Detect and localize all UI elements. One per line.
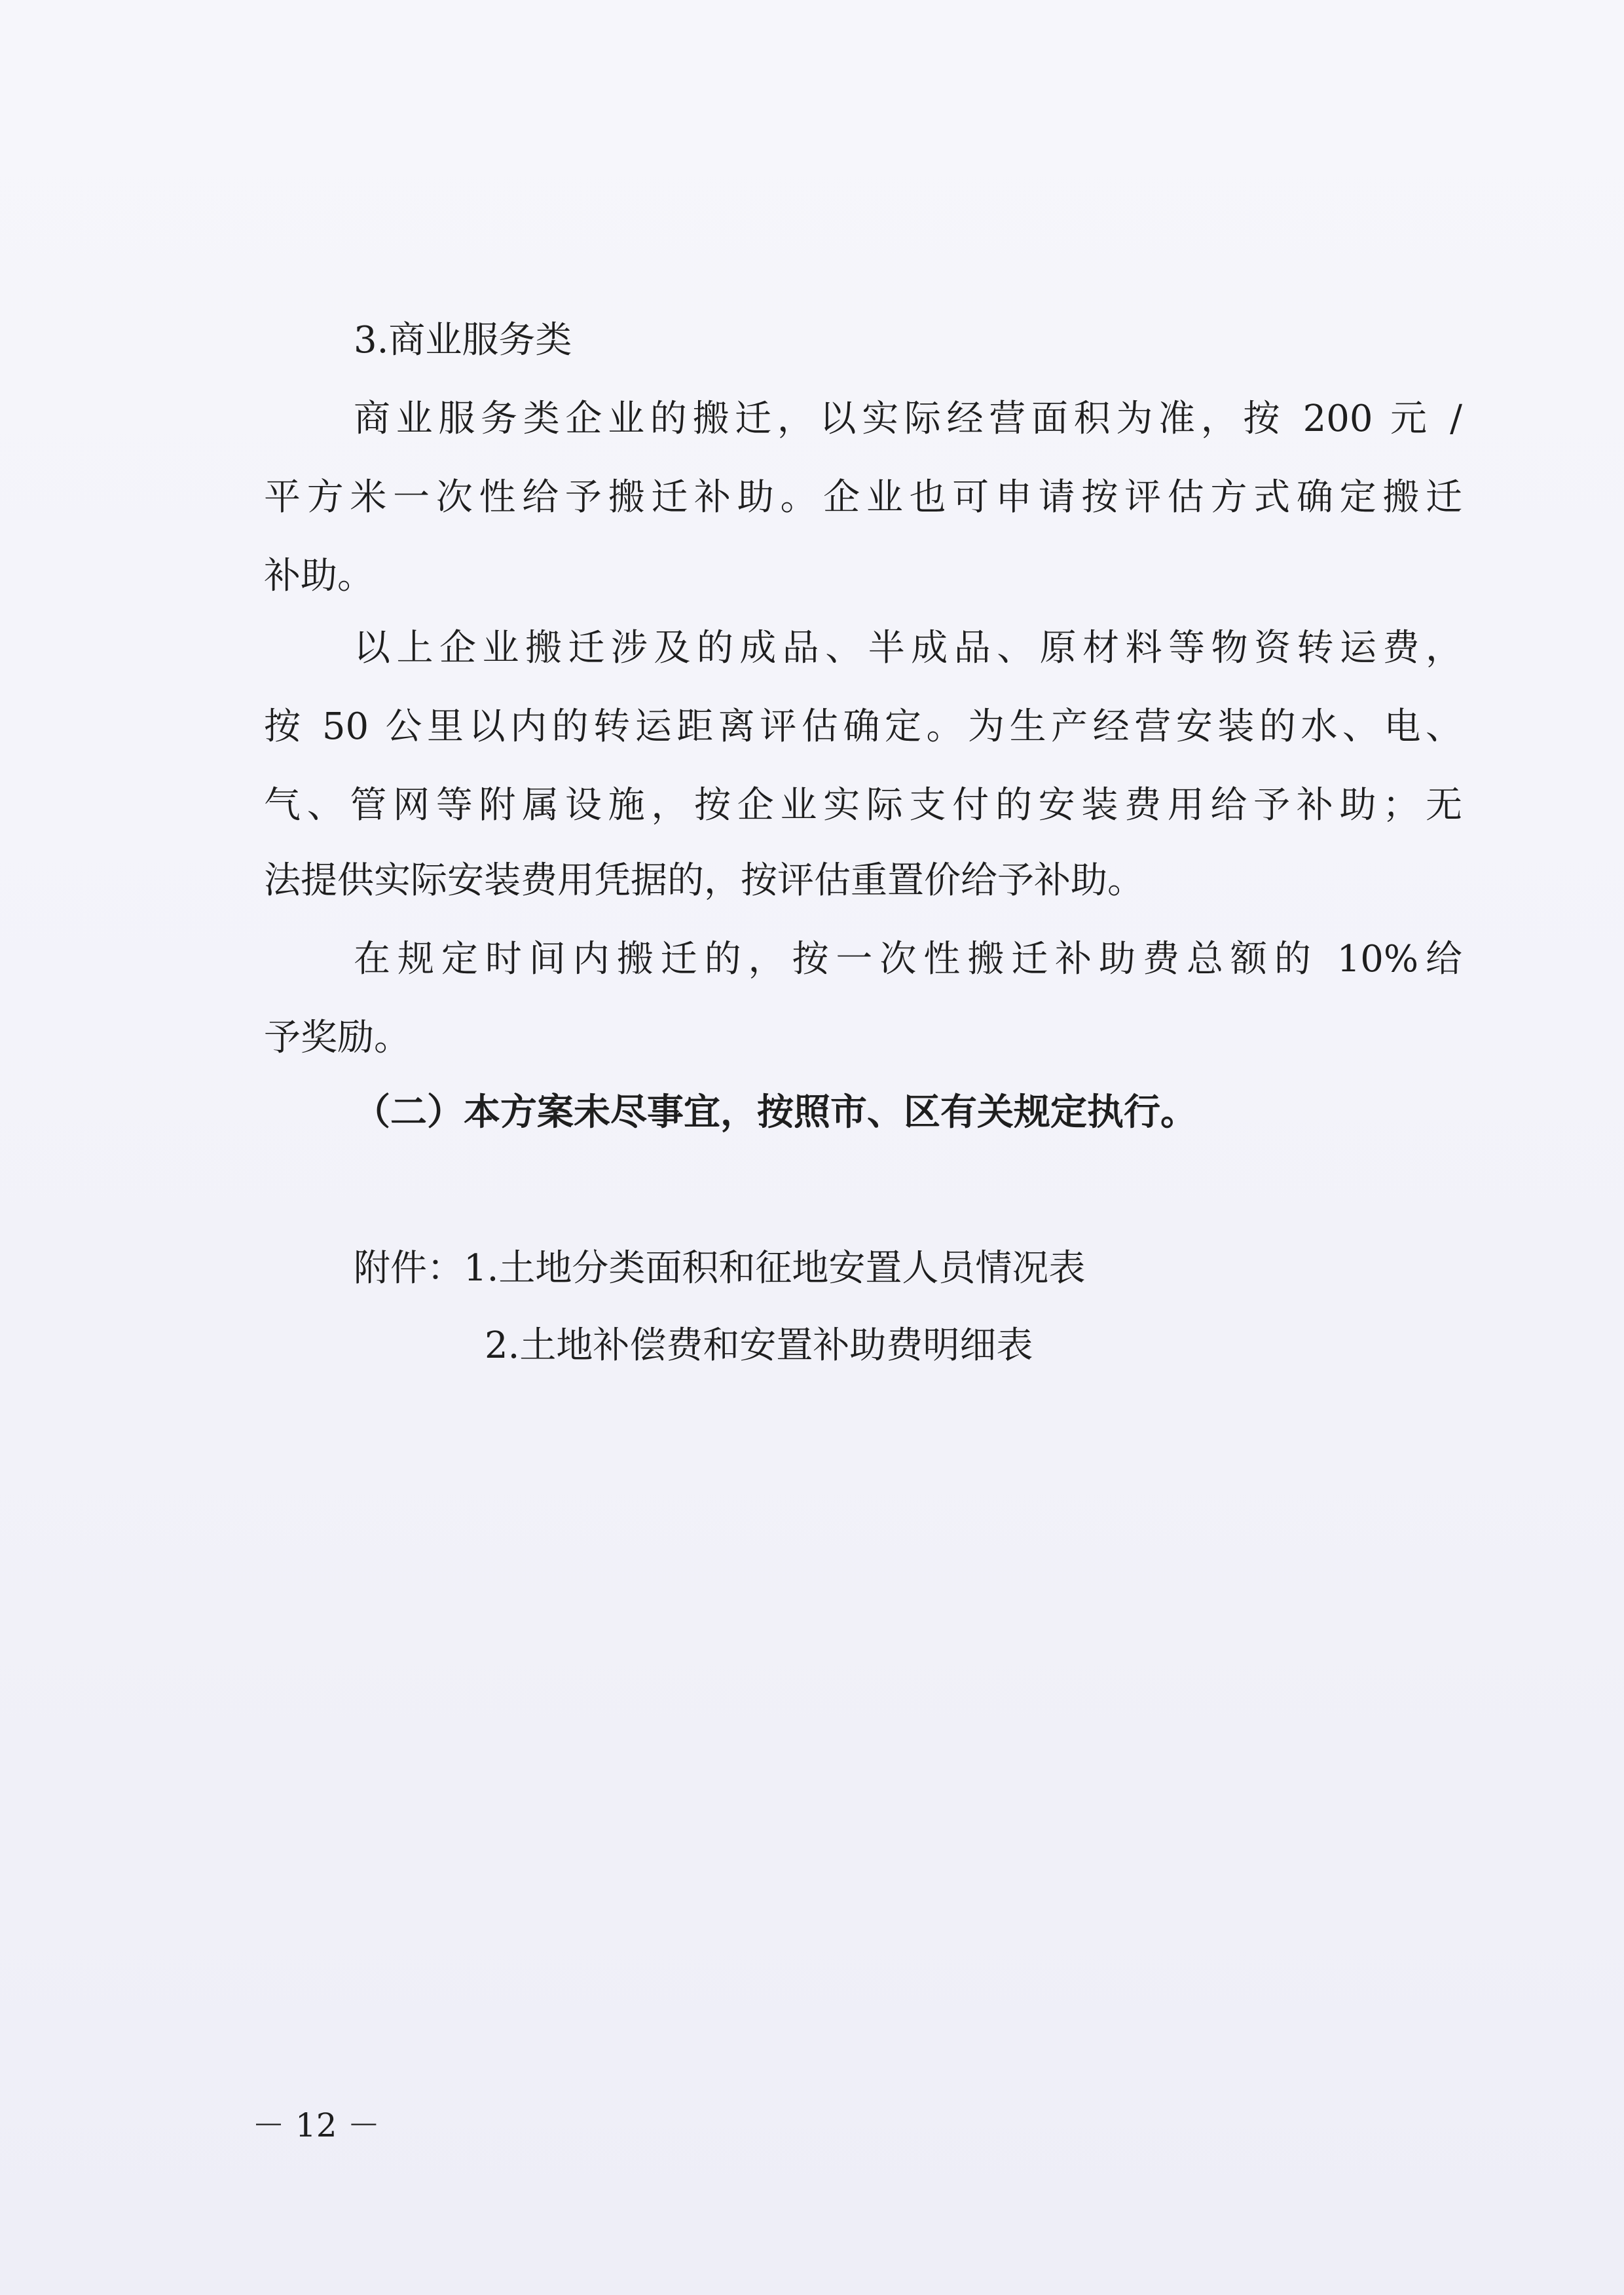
paragraph-3-line-2: 予奖励。 [264, 1017, 411, 1059]
paragraph-2-line-2: 按 50 公里以内的转运距离评估确定。为生产经营安装的水、电、 [264, 705, 1462, 748]
paragraph-2-line-1: 以上企业搬迁涉及的成品、半成品、原材料等物资转运费， [354, 627, 1462, 669]
heading-section-2: （二）本方案未尽事宜，按照市、区有关规定执行。 [354, 1091, 1197, 1134]
attachment-item-1: 1.土地分类面积和征地安置人员情况表 [464, 1247, 1086, 1290]
paragraph-1-line-1: 商业服务类企业的搬迁，以实际经营面积为准，按 200 元 / [354, 398, 1462, 440]
paragraph-1-line-3: 补助。 [264, 555, 374, 597]
section-title: 3.商业服务类 [354, 319, 572, 362]
page-number: － 12 － [252, 2106, 380, 2144]
paragraph-2-line-3: 气、管网等附属设施，按企业实际支付的安装费用给予补助；无 [264, 784, 1462, 827]
paragraph-1-line-2: 平方米一次性给予搬迁补助。企业也可申请按评估方式确定搬迁 [264, 476, 1462, 519]
paragraph-2-line-4: 法提供实际安装费用凭据的，按评估重置价给予补助。 [264, 859, 1144, 902]
attachment-item-2: 2.土地补偿费和安置补助费明细表 [485, 1324, 1033, 1367]
attachments-label-line [354, 1236, 1085, 1301]
attachments-label: 附件： [354, 1247, 464, 1290]
paragraph-3-line-1: 在规定时间内搬迁的，按一次性搬迁补助费总额的 10%给 [354, 938, 1462, 980]
